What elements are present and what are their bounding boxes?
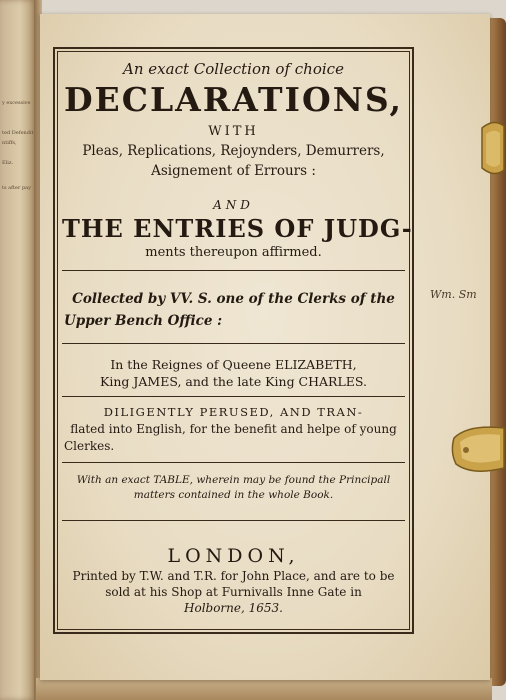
divider-rule [62, 343, 405, 344]
reignes-line-2: King JAMES, and the late King CHARLES. [100, 374, 367, 389]
left-page-text: Eliz. [2, 160, 14, 166]
perused-line-1: DILIGENTLY PERUSED, AND TRAN- [103, 405, 364, 419]
left-page-text: ntiffs, [2, 140, 17, 146]
table-line-2: matters contained in the whole Book. [133, 489, 334, 501]
brass-clasp-bottom-icon [448, 418, 506, 480]
table-line-1: With an exact TABLE, wherein may be found the Principall [76, 474, 391, 486]
perused-line-2: flated into English, for the benefit and helpe of young [70, 422, 397, 436]
imprint-line-2: sold at his Shop at Furnivalls Inne Gate in [105, 585, 362, 599]
left-page-text: ted Defendit [2, 130, 34, 136]
left-page-text: ts after pay [2, 185, 31, 191]
reignes-line-1: In the Reignes of Queene ELIZABETH, [110, 357, 357, 372]
title-affirmed: ments thereupon affirmed. [145, 245, 322, 260]
title-pleas: Pleas, Replications, Rejoynders, Demurrers, [82, 143, 385, 159]
title-entries: THE ENTRIES OF JUDG- [62, 214, 413, 243]
margin-signature: Wm. Sm [430, 288, 477, 301]
perused-line-3: Clerkes. [64, 439, 115, 453]
divider-rule [62, 270, 405, 271]
left-page-edge [0, 0, 36, 700]
title-line-collection: An exact Collection of choice [123, 60, 344, 78]
book-bottom-edge [36, 678, 492, 700]
brass-clasp-top-icon [478, 118, 506, 178]
title-errours: Asignement of Errours : [151, 163, 316, 179]
title-and: AND [213, 198, 254, 212]
collected-by-line: Collected by VV. S. one of the Clerks of the [72, 291, 395, 307]
upper-bench-line: Upper Bench Office : [64, 313, 223, 329]
imprint-line-1: Printed by T.W. and T.R. for John Place, and are to be [72, 569, 395, 583]
imprint-london: LONDON, [167, 545, 300, 567]
divider-rule [62, 396, 405, 397]
title-with: WITH [208, 124, 259, 139]
divider-rule [62, 520, 405, 521]
imprint-line-3: Holborne, 1653. [184, 601, 283, 615]
divider-rule [62, 462, 405, 463]
left-page-text: y excessive [2, 100, 31, 106]
title-declarations: DECLARATIONS, [63, 80, 404, 119]
